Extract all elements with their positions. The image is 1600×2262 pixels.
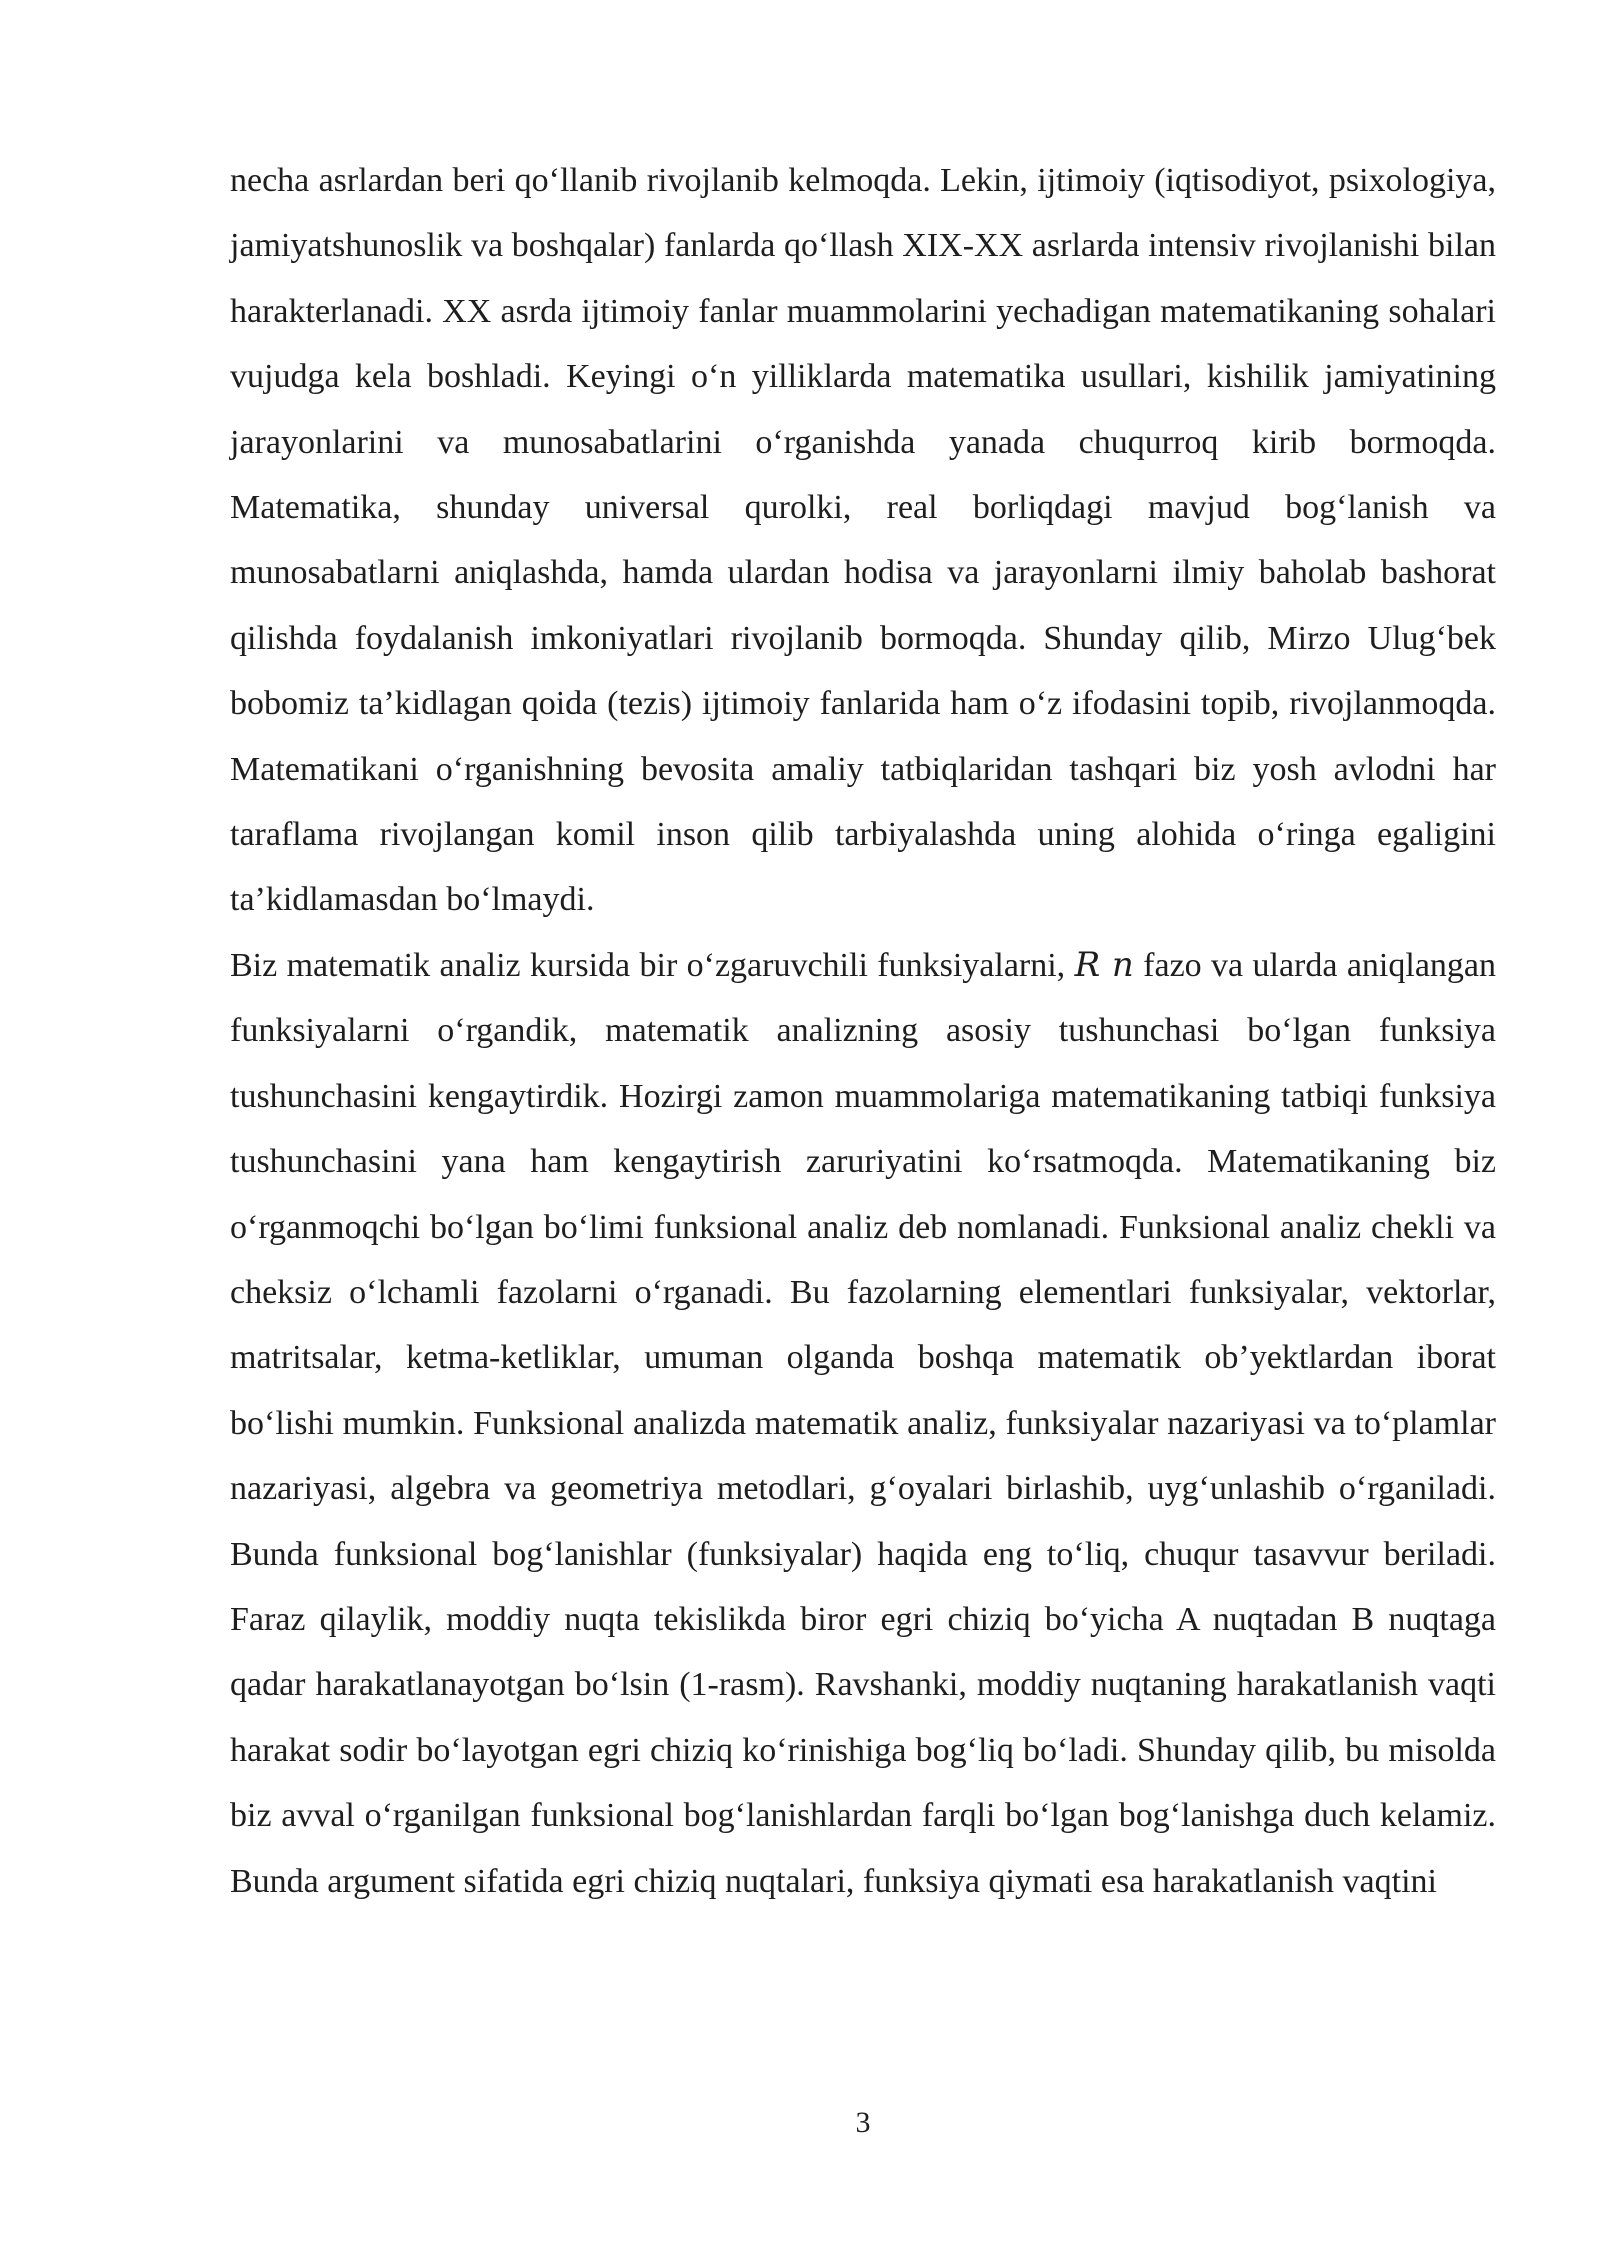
body-text <box>230 148 1496 1914</box>
page-number: 3 <box>855 2106 871 2139</box>
paragraph-1: necha asrlardan beri qo‘llanib rivojlanib kelmoqda. Lekin, ijtimoiy (iqtisodiyot, psixologiya, jamiyatshunoslik va boshqalar) fanlarda qo‘llash XIX-XX asrlarda intensiv rivojlanishi bilan harakterlanadi. XX asrda ijtimoiy fanlar muammolarini yechadigan matematikaning sohalari vujudga kela boshladi. Keyingi o‘n yilliklarda matematika usullari, kishilik jamiyatining jarayonlarini va munosabatlarini o‘rganishda yanada chuqurroq kirib bormoqda. Matematika, shunday universal qurolki, real borliqdagi mavjud bog‘lanish va munosabatlarni aniqlashda, hamda ulardan hodisa va jarayonlarni ilmiy baholab bashorat qilishda foydalanish imkoniyatlari rivojlanib bormoqda. Shunday qilib, Mirzo Ulug‘bek bobomiz ta’kidlagan qoida (tezis) ijtimoiy fanlarida ham o‘z ifodasini topib, rivojlanmoqda. Matematikani o‘rganishning bevosita amaliy tatbiqlaridan tashqari biz yosh avlodni har taraflama rivojlangan komil inson qilib tarbiyalashda uning alohida o‘ringa egaligini ta’kidlamasdan bo‘lmaydi. <box>230 162 1496 919</box>
paragraph-2 <box>230 933 1496 1914</box>
math-space-symbol: R n <box>1074 944 1134 985</box>
paragraph-2-rest: fazo va ularda aniqlangan funksiyalarni o‘rgandik, matematik analizning asosiy tushunchasi bo‘lgan funksiya tushunchasini kengaytirdik. Hozirgi zamon muammolariga matematikaning tatbiqi funksiya tushunchasini yana ham kengaytirish zaruriyatini ko‘rsatmoqda. Matematikaning biz o‘rganmoqchi bo‘lgan bo‘limi funksional analiz deb nomlanadi. Funksional analiz chekli va cheksiz o‘lchamli fazolarni o‘rganadi. Bu fazolarning elementlari funksiyalar, vektorlar, matritsalar, ketma-ketliklar, umuman olganda boshqa matematik ob’yektlardan iborat bo‘lishi mumkin. Funksional analizda matematik analiz, funksiyalar nazariyasi va to‘plamlar nazariyasi, algebra va geometriya metodlari, g‘oyalari birlashib, uyg‘unlashib o‘rganiladi. Bunda funksional bog‘lanishlar (funksiyalar) haqida eng to‘liq, chuqur tasavvur beriladi. Faraz qilaylik, moddiy nuqta tekislikda biror egri chiziq bo‘yicha A nuqtadan B nuqtaga qadar harakatlanayotgan bo‘lsin (1-rasm). Ravshanki, moddiy nuqtaning harakatlanish vaqti harakat sodir bo‘layotgan egri chiziq ko‘rinishiga bog‘liq bo‘ladi. Shunday qilib, bu misolda biz avval o‘rganilgan funksional bog‘lanishlardan farqli bo‘lgan bog‘lanishga duch kelamiz. Bunda argument sifatida egri chiziq nuqtalari, funksiya qiymati esa harakatlanish vaqtini <box>230 946 1497 1900</box>
paragraph-2-lead: Biz matematik analiz kursida bir o‘zgaruvchili funksiyalarni, <box>230 946 1066 984</box>
